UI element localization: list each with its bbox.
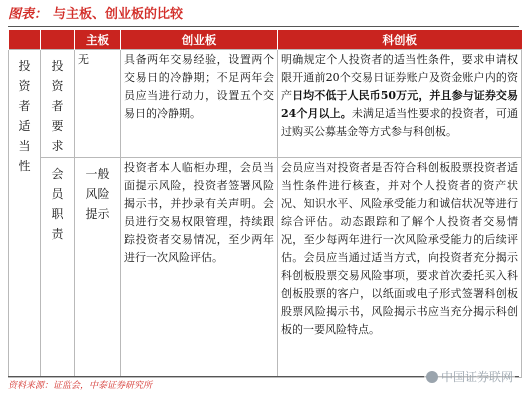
source-footer: 资料来源：证监会，中泰证券研究所 bbox=[8, 376, 519, 395]
chinext-cell: 投资者本人临柜办理，会员当面提示风险，投资者签署风险揭示书，并抄录有关声明。会员进行交易权限管理，持续跟踪投资者交易情况，至少两年进行一次风险评估。 bbox=[121, 158, 278, 378]
table-row bbox=[9, 50, 522, 158]
star-market-cell: 会员应当对投资者是否符合科创板股票投资者适当性条件进行核查，并对个人投资者的资产状况、知识水平、风险承受能力和诚信状况等进行综合评估。动态跟踪和了解个人投资者交易情况，至少每两年进行一次风险承受能力的后续评估。会员应当通过适当方式，向投资者充分揭示科创板股票交易风险事项，要求首次委托买入科创板股票的客户，以纸面或电子形式签署科创板股票风险揭示书，风险揭示书应当充分揭示科创板的一要风险特点。 bbox=[278, 158, 522, 378]
table-header-row bbox=[9, 30, 522, 50]
watermark-text: 中国证券联网 bbox=[440, 370, 513, 384]
category-cell bbox=[41, 50, 75, 158]
chinext-cell: 具备两年交易经验，设置两个交易日的冷静期；不足两年会员应当进行动力，设置五个交易日的冷静期。 bbox=[121, 50, 278, 158]
header-star-market: 科创板 bbox=[278, 30, 522, 50]
main-board-cell: 无 bbox=[75, 50, 121, 158]
title-text: 与主板、创业板的比较 bbox=[53, 7, 184, 22]
comparison-table bbox=[8, 30, 522, 378]
chart-title bbox=[8, 4, 519, 27]
group-cell bbox=[9, 50, 41, 378]
watermark bbox=[424, 368, 515, 385]
header-blank-2 bbox=[41, 30, 75, 50]
main-board-cell bbox=[75, 158, 121, 378]
star-text-pre: 明确规定个人投资者的适当性条件，要求申请权限开通前20个交易日证券账户及资金账户内的资产 bbox=[281, 53, 518, 102]
category-label: 投资者要求 bbox=[51, 59, 64, 153]
star-market-cell bbox=[278, 50, 522, 158]
category-cell bbox=[41, 158, 75, 378]
category-label: 会员职责 bbox=[51, 167, 64, 241]
star-text-post: 未满足适当性要求的投资者，可通过购买公募基金等方式参与科创板。 bbox=[281, 107, 519, 138]
title-label: 图表： bbox=[8, 7, 48, 22]
header-chinext: 创业板 bbox=[121, 30, 278, 50]
header-main-board: 主板 bbox=[75, 30, 121, 50]
watermark-logo-icon bbox=[426, 371, 438, 383]
group-label: 投资者适当性 bbox=[18, 59, 31, 173]
main-board-text: 一般风险提示 bbox=[85, 167, 110, 221]
table-row bbox=[9, 158, 522, 378]
star-text-bold: 日均不低于人民币50万元，并且参与证券交易24个月以上。 bbox=[281, 89, 519, 120]
header-blank-1 bbox=[9, 30, 41, 50]
